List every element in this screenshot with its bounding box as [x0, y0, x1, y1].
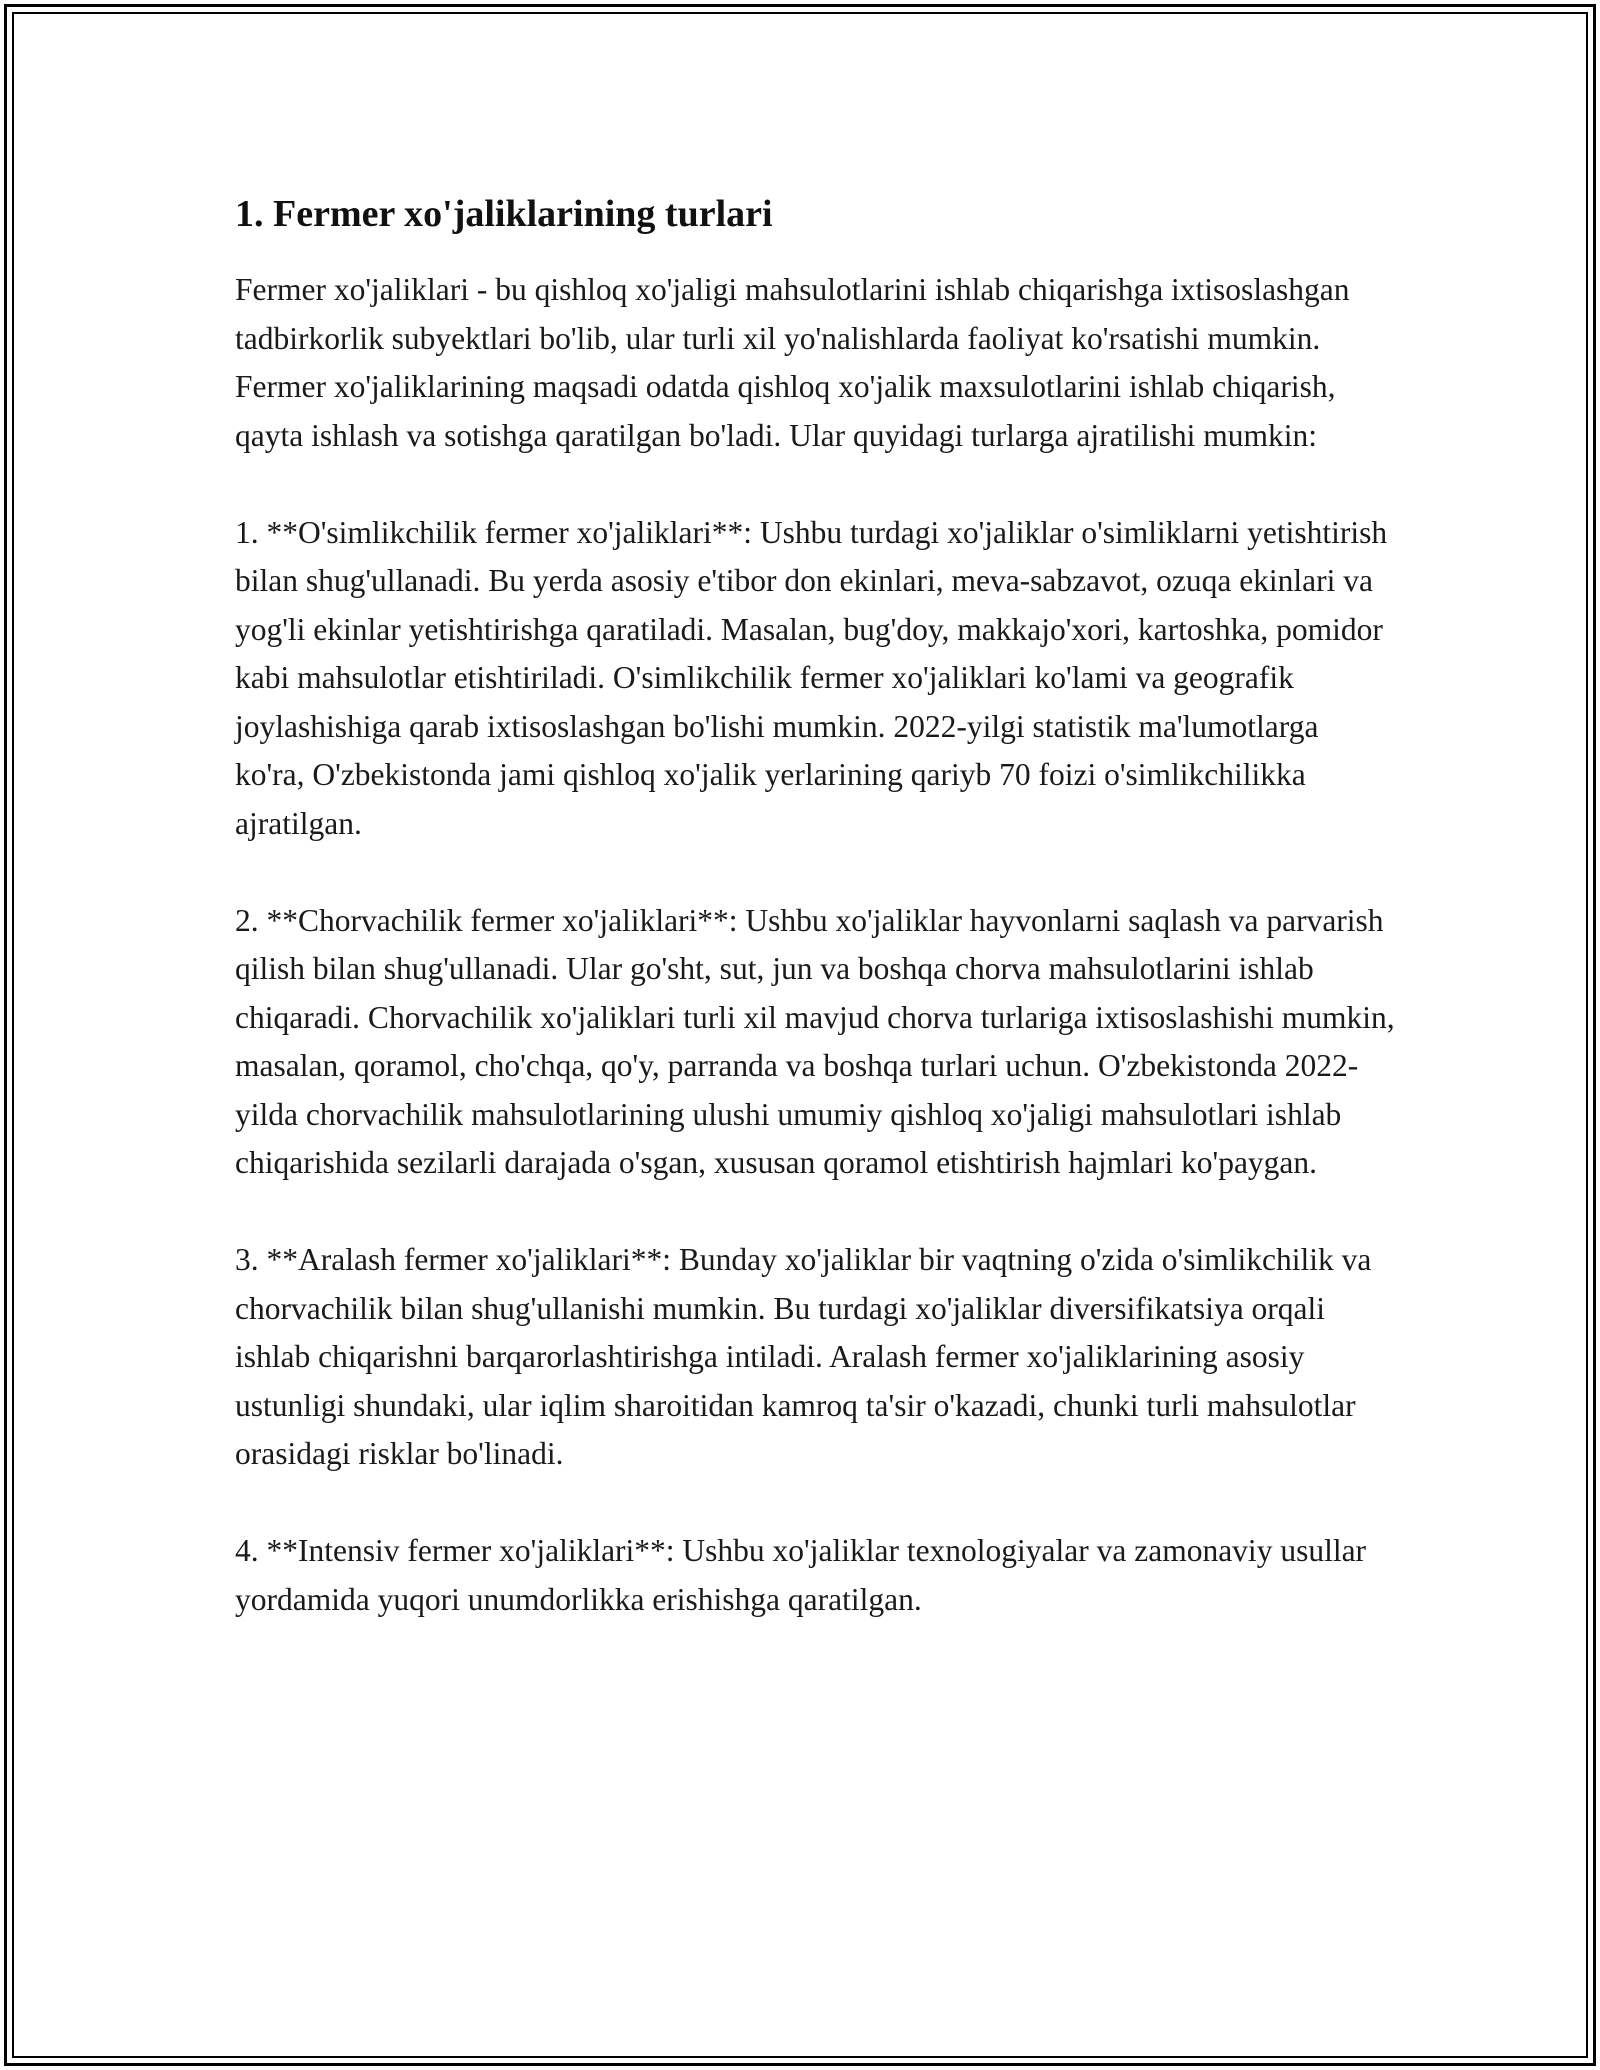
- list-item-mixed-farms: 3. **Aralash fermer xo'jaliklari**: Bunday xo'jaliklar bir vaqtning o'zida o'simlikchilik va chorvachilik bilan shug'ullanishi mumkin. Bu turdagi xo'jaliklar diversifikatsiya orqali ishlab chiqarishni barqarorlashtirishga intiladi. Aralash fermer xo'jaliklarining asosiy ustunligi shundaki, ular iqlim sharoitidan kamroq ta'sir o'kazadi, chunki turli mahsulotlar orasidagi risklar bo'linadi.: [235, 1242, 1372, 1471]
- list-item-livestock-farms: 2. **Chorvachilik fermer xo'jaliklari**: Ushbu xo'jaliklar hayvonlarni saqlash va parvarish qilish bilan shug'ullanadi. Ular go'sht, sut, jun va boshqa chorva mahsulotlarini ishlab chiqaradi. Chorvachilik xo'jaliklari turli xil mavjud chorva turlariga ixtisoslashishi mumkin, masalan, qoramol, cho'chqa, qo'y, parranda va boshqa turlari uchun. O'zbekistonda 2022-yilda chorvachilik mahsulotlarining ulushi umumiy qishloq xo'jaligi mahsulotlari ishlab chiqarishida sezilarli darajada o'sgan, xususan qoramol etishtirish hajmlari ko'paygan.: [235, 902, 1395, 1180]
- section-heading: 1. Fermer xo'jaliklarining turlari: [235, 193, 773, 235]
- list-item-intensive-farms: 4. **Intensiv fermer xo'jaliklari**: Ushbu xo'jaliklar texnologiyalar va zamonaviy usullar yordamida yuqori unumdorlikka erishishga qaratilgan.: [235, 1533, 1367, 1617]
- list-item-plant-farms: 1. **O'simlikchilik fermer xo'jaliklari**: Ushbu turdagi xo'jaliklar o'simliklarni yetishtirish bilan shug'ullanadi. Bu yerda asosiy e'tibor don ekinlari, meva-sabzavot, ozuqa ekinlari va yog'li ekinlar yetishtirishga qaratiladi. Masalan, bug'doy, makkajo'xori, kartoshka, pomidor kabi mahsulotlar etishtiriladi. O'simlikchilik fermer xo'jaliklari ko'lami va geografik joylashishiga qarab ixtisoslashgan bo'lishi mumkin. 2022-yilgi statistik ma'lumotlarga ko'ra, O'zbekistonda jami qishloq xo'jalik yerlarining qariyb 70 foizi o'simlikchilikka ajratilgan.: [235, 514, 1388, 841]
- document-body: [235, 188, 1395, 1673]
- intro-paragraph: Fermer xo'jaliklari - bu qishloq xo'jaligi mahsulotlarini ishlab chiqarishga ixtisoslashgan tadbirkorlik subyektlari bo'lib, ular turli xil yo'nalishlarda faoliyat ko'rsatishi mumkin. Fermer xo'jaliklarining maqsadi odatda qishloq xo'jalik maxsulotlarini ishlab chiqarish, qayta ishlash va sotishga qaratilgan bo'ladi. Ular quyidagi turlarga ajratilishi mumkin:: [235, 272, 1350, 453]
